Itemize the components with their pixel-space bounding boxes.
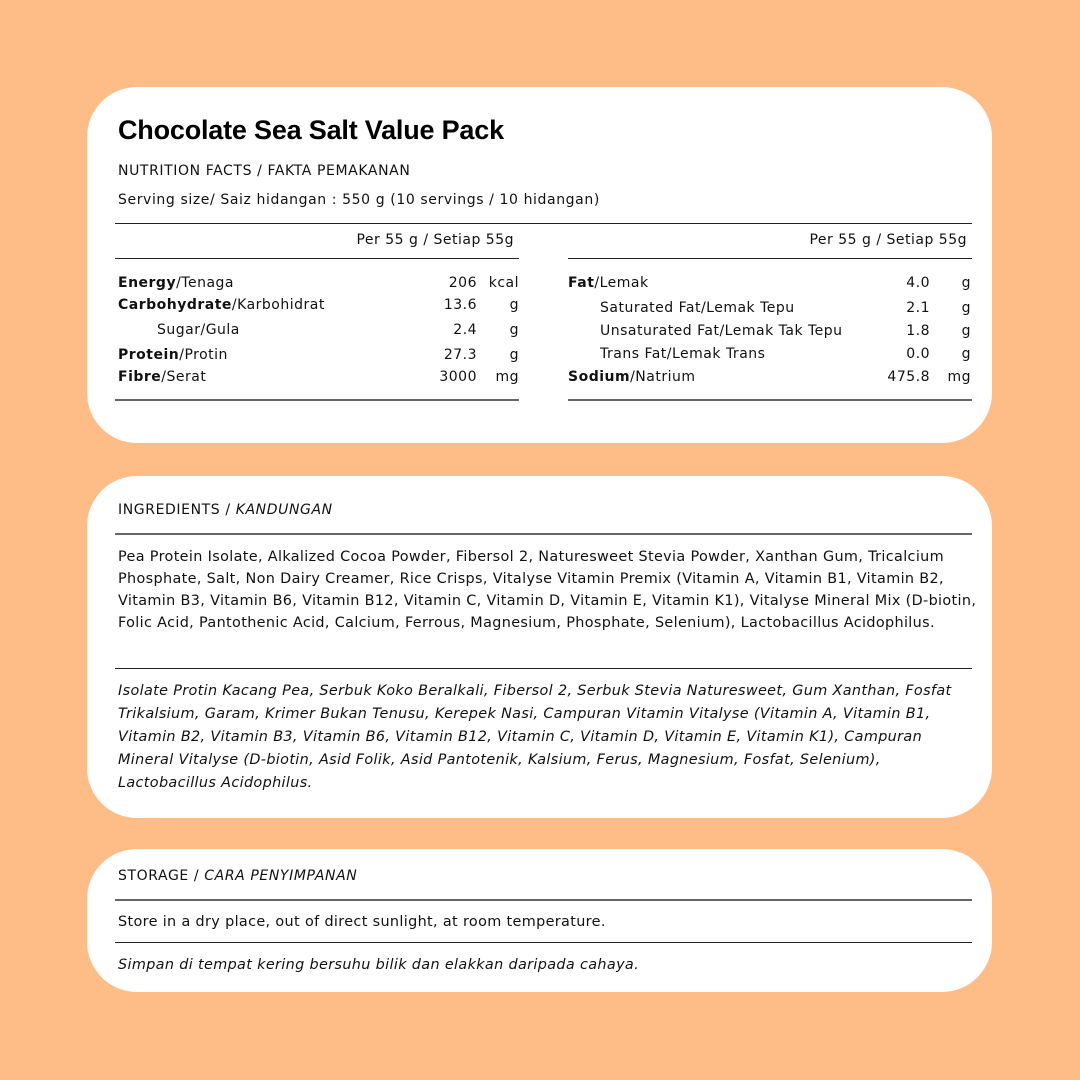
- nutrient-row: [568, 344, 971, 364]
- nutrient-label: Carbohydrate/Karbohidrat: [118, 297, 325, 313]
- divider: [115, 942, 972, 943]
- nutrient-label: Protein/Protin: [118, 347, 228, 363]
- ingredients-english: Pea Protein Isolate, Alkalized Cocoa Powder, Fibersol 2, Naturesweet Stevia Powder, Xanthan Gum, Tricalcium Phosphate, Salt, Non Dairy Creamer, Rice Crisps, Vitalyse Vitamin Premix (Vitamin A, Vitamin B1, Vitamin B2, Vitamin B3, Vitamin B6, Vitamin B12, Vitamin C, Vitamin D, Vitamin E, Vitamin K1), Vitalyse Mineral Mix (D-biotin, Folic Acid, Pantothenic Acid, Calcium, Ferrous, Magnesium, Phosphate, Selenium), Lactobacillus Acidophilus.: [118, 549, 977, 631]
- divider: [568, 399, 972, 401]
- divider: [115, 258, 519, 259]
- divider: [115, 223, 972, 224]
- ingredients-card: [87, 476, 992, 818]
- ingredients-heading: INGREDIENTS / KANDUNGAN: [118, 502, 333, 518]
- divider: [115, 668, 972, 669]
- nutrient-value: 27.3: [443, 347, 477, 363]
- storage-heading: STORAGE / CARA PENYIMPANAN: [118, 868, 358, 884]
- nutrient-value: 2.4: [453, 322, 477, 338]
- nutrient-row: [118, 273, 519, 293]
- serving-size: Serving size/ Saiz hidangan : 550 g (10 servings / 10 hidangan): [118, 192, 600, 208]
- nutrient-unit: g: [961, 300, 971, 316]
- column-header: Per 55 g / Setiap 55g: [356, 232, 514, 248]
- nutrient-unit: g: [509, 347, 519, 363]
- nutrient-value: 1.8: [906, 323, 930, 339]
- nutrient-label: Fibre/Serat: [118, 369, 207, 385]
- nutrition-heading: NUTRITION FACTS / FAKTA PEMAKANAN: [118, 163, 411, 179]
- nutrient-row: [118, 345, 519, 365]
- nutrient-value: 3000: [439, 369, 477, 385]
- nutrient-unit: mg: [495, 369, 519, 385]
- nutrition-card: [87, 87, 992, 443]
- nutrient-unit: g: [509, 322, 519, 338]
- nutrient-label: Trans Fat/Lemak Trans: [600, 346, 766, 362]
- nutrient-label: Sugar/Gula: [157, 322, 240, 338]
- storage-card: [87, 849, 992, 992]
- nutrient-unit: g: [509, 297, 519, 313]
- storage-malay: Simpan di tempat kering bersuhu bilik dan elakkan daripada cahaya.: [118, 957, 640, 973]
- nutrient-row: [568, 367, 971, 387]
- nutrient-value: 13.6: [443, 297, 477, 313]
- nutrient-row: [568, 298, 971, 318]
- nutrient-label: Saturated Fat/Lemak Tepu: [600, 300, 795, 316]
- divider: [568, 258, 972, 259]
- nutrient-row: [118, 367, 519, 387]
- divider: [115, 399, 519, 401]
- nutrient-label: Energy/Tenaga: [118, 275, 234, 291]
- nutrient-label: Unsaturated Fat/Lemak Tak Tepu: [600, 323, 843, 339]
- nutrient-value: 475.8: [887, 369, 930, 385]
- nutrient-value: 4.0: [906, 275, 930, 291]
- nutrient-unit: g: [961, 346, 971, 362]
- nutrient-row: [118, 320, 519, 340]
- product-title: Chocolate Sea Salt Value Pack: [118, 115, 504, 145]
- divider: [115, 533, 972, 535]
- ingredients-malay: Isolate Protin Kacang Pea, Serbuk Koko Beralkali, Fibersol 2, Serbuk Stevia Naturesweet, Gum Xanthan, Fosfat Trikalsium, Garam, Krimer Bukan Tenusu, Kerepek Nasi, Campuran Vitamin Vitalyse (Vitamin A, Vitamin B1, Vitamin B2, Vitamin B3, Vitamin B6, Vitamin B12, Vitamin C, Vitamin D, Vitamin E, Vitamin K1), Campuran Mineral Vitalyse (D-biotin, Asid Folik, Asid Pantotenik, Kalsium, Ferus, Magnesium, Fosfat, Selenium), Lactobacillus Acidophilus.: [118, 683, 952, 791]
- nutrient-row: [118, 295, 519, 315]
- nutrient-unit: g: [961, 275, 971, 291]
- nutrient-unit: mg: [947, 369, 971, 385]
- nutrient-row: [568, 273, 971, 293]
- nutrient-unit: kcal: [488, 275, 519, 291]
- nutrient-value: 0.0: [906, 346, 930, 362]
- nutrient-value: 206: [448, 275, 477, 291]
- storage-english: Store in a dry place, out of direct sunlight, at room temperature.: [118, 914, 606, 930]
- nutrient-label: Fat/Lemak: [568, 275, 649, 291]
- divider: [115, 899, 972, 901]
- nutrient-label: Sodium/Natrium: [568, 369, 696, 385]
- column-header: Per 55 g / Setiap 55g: [809, 232, 967, 248]
- nutrient-value: 2.1: [906, 300, 930, 316]
- nutrient-row: [568, 321, 971, 341]
- nutrient-unit: g: [961, 323, 971, 339]
